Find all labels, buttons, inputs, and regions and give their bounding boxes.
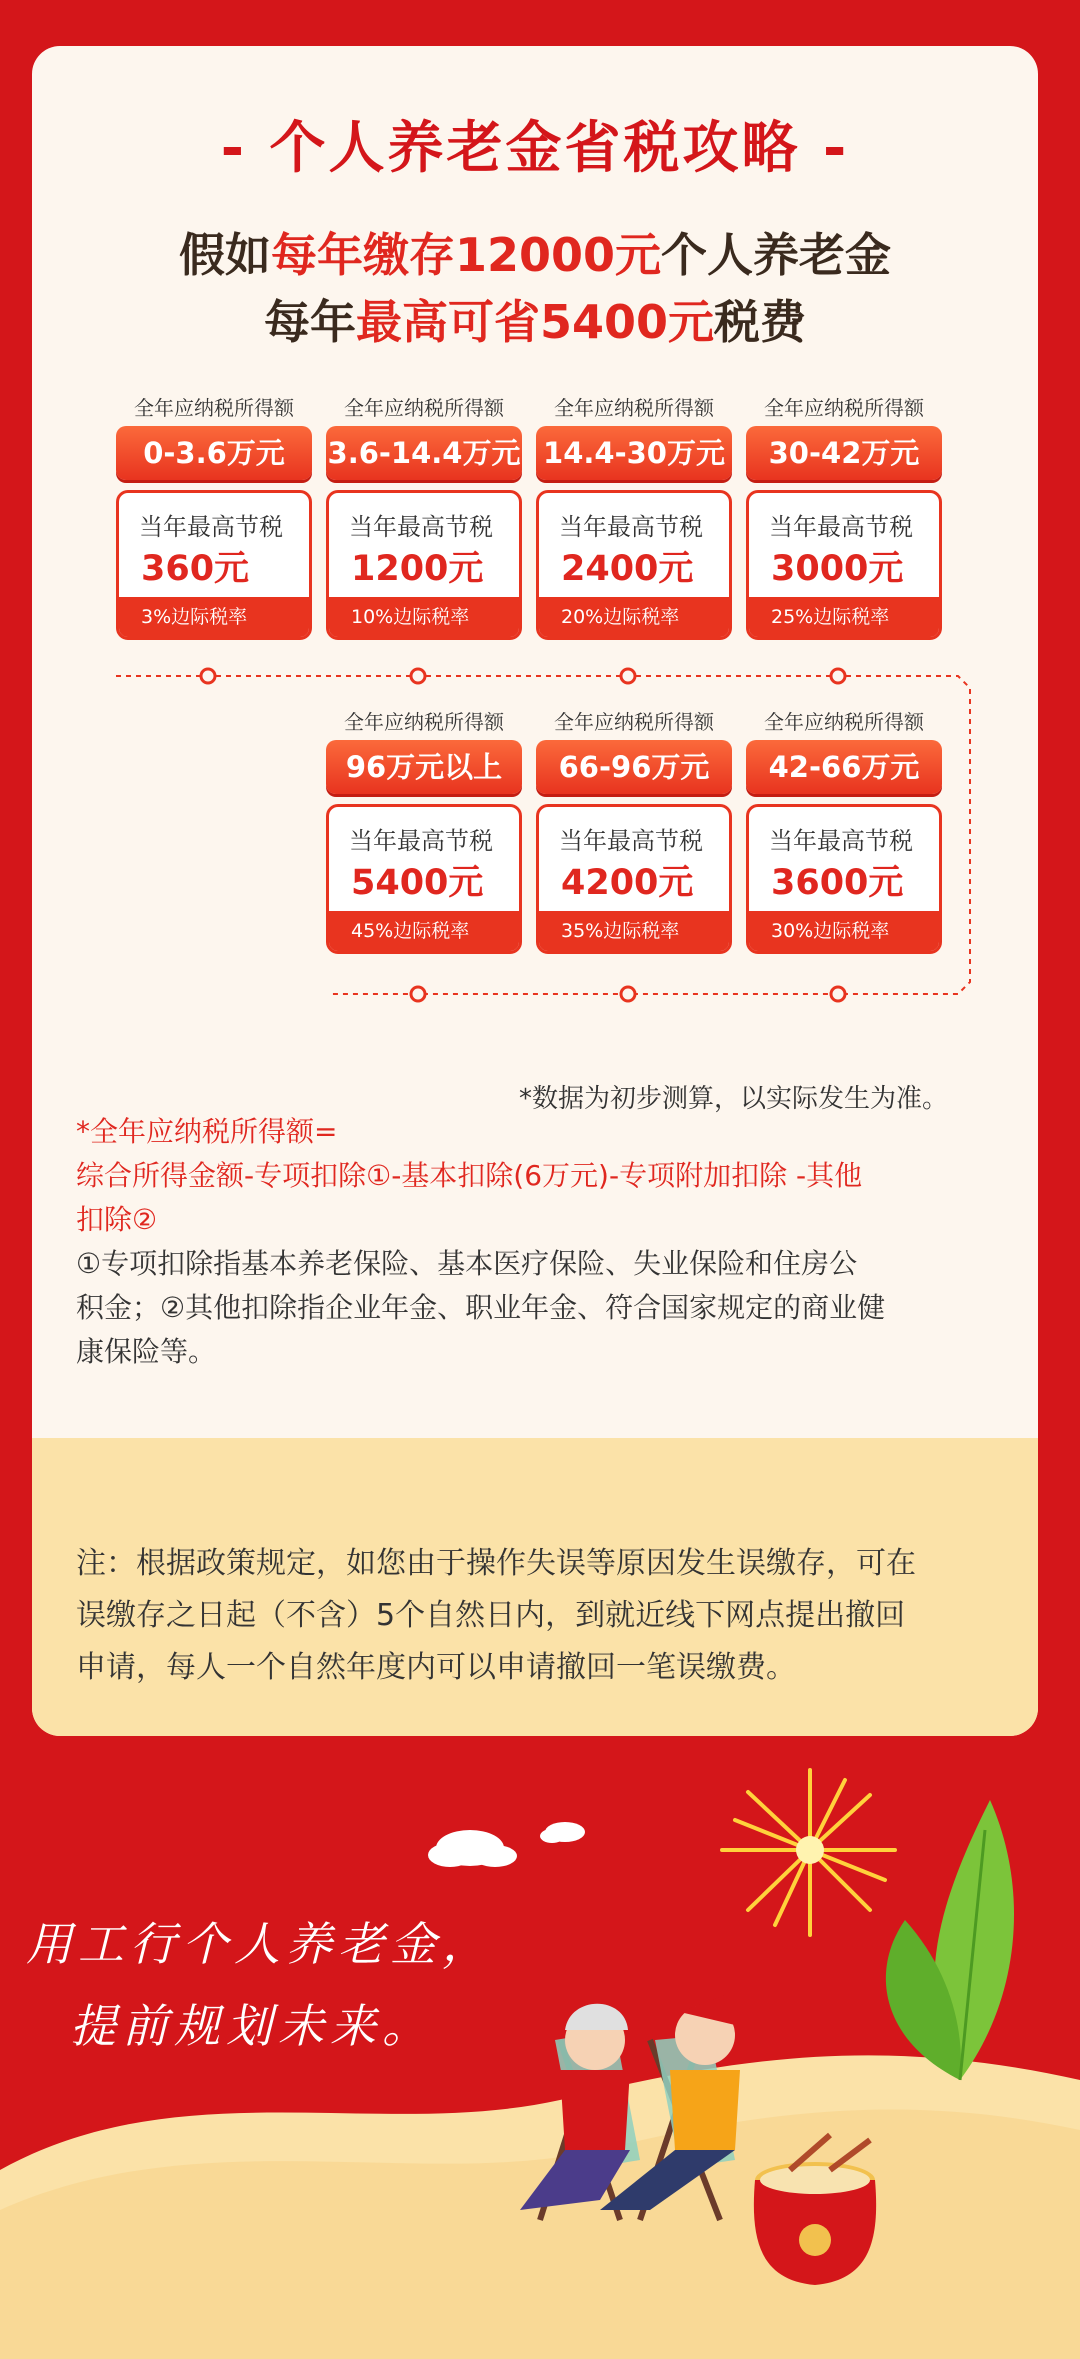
tier-saving-box	[326, 804, 522, 954]
headline-text: 假如	[178, 228, 271, 282]
content-card	[32, 46, 1038, 1736]
tier-rate: 25%边际税率	[749, 597, 939, 637]
tier-saving-box	[746, 804, 942, 954]
policy-note	[76, 1538, 996, 1694]
definition-explain-line-1: ①专项扣除指基本养老保险、基本医疗保险、失业保险和住房公	[76, 1247, 858, 1280]
tier-saving-label: 当年最高节税	[349, 827, 493, 855]
definition-explain-line-3: 康保险等。	[76, 1335, 217, 1368]
tier-saving-amount: 1200元	[351, 549, 484, 589]
slogan-line-1: 用工行个人养老金，	[26, 1917, 494, 1971]
tax-tier-card	[746, 394, 942, 640]
tax-tier-card	[536, 394, 732, 640]
tax-tier-card	[326, 394, 522, 640]
definition-formula-line-2: 扣除②	[76, 1203, 158, 1236]
headline-highlight: 最高可省5400元	[355, 295, 715, 349]
tier-saving-box	[536, 804, 732, 954]
slogan-line-2: 提前规划未来。	[70, 1999, 434, 2053]
tier-rate: 30%边际税率	[749, 911, 939, 951]
tier-saving-box	[116, 490, 312, 640]
tier-caption: 全年应纳税所得额	[554, 710, 714, 734]
tier-rate: 10%边际税率	[329, 597, 519, 637]
tier-caption: 全年应纳税所得额	[344, 710, 504, 734]
tier-saving-amount: 360元	[141, 549, 250, 589]
page-title: - 个人养老金省税攻略 -	[220, 116, 850, 181]
tier-saving-label: 当年最高节税	[769, 513, 913, 541]
tier-saving-amount: 5400元	[351, 863, 484, 903]
tier-saving-label: 当年最高节税	[559, 513, 703, 541]
tax-tier-card	[746, 708, 942, 954]
tier-saving-label: 当年最高节税	[349, 513, 493, 541]
tier-range-badge: 0-3.6万元	[116, 426, 312, 480]
tier-saving-amount: 3600元	[771, 863, 904, 903]
tier-saving-label: 当年最高节税	[559, 827, 703, 855]
tier-caption: 全年应纳税所得额	[554, 396, 714, 420]
tax-tier-card	[116, 394, 312, 640]
tier-rate: 45%边际税率	[329, 911, 519, 951]
tier-saving-box	[536, 490, 732, 640]
tier-caption: 全年应纳税所得额	[764, 710, 924, 734]
policy-note-line: 误缴存之日起（不含）5个自然日内，到就近线下网点提出撤回	[76, 1598, 906, 1633]
tier-caption: 全年应纳税所得额	[344, 396, 504, 420]
tier-range-badge: 3.6-14.4万元	[326, 426, 522, 480]
tier-range-badge: 96万元以上	[326, 740, 522, 794]
tier-rate: 3%边际税率	[119, 597, 309, 637]
tier-range-badge: 66-96万元	[536, 740, 732, 794]
definition-explain-line-2: 积金；②其他扣除指企业年金、职业年金、符合国家规定的商业健	[76, 1291, 886, 1324]
tier-saving-box	[326, 490, 522, 640]
tier-range-badge: 14.4-30万元	[536, 426, 732, 480]
tax-tier-card	[326, 708, 522, 954]
policy-note-line: 申请，每人一个自然年度内可以申请撤回一笔误缴费。	[76, 1650, 796, 1685]
tier-rate: 35%边际税率	[539, 911, 729, 951]
tier-range-badge: 30-42万元	[746, 426, 942, 480]
headline-text: 每年	[263, 295, 356, 349]
tier-caption: 全年应纳税所得额	[764, 396, 924, 420]
tier-saving-box	[746, 490, 942, 640]
headline-highlight: 每年缴存12000元	[270, 228, 662, 282]
tier-range-badge: 42-66万元	[746, 740, 942, 794]
tier-rate: 20%边际税率	[539, 597, 729, 637]
tier-saving-amount: 3000元	[771, 549, 904, 589]
definition-title: *全年应纳税所得额=	[76, 1115, 338, 1148]
tax-tier-card	[536, 708, 732, 954]
headline-text: 税费	[714, 295, 807, 349]
tier-saving-amount: 2400元	[561, 549, 694, 589]
headline-text: 个人养老金	[661, 228, 892, 282]
tier-saving-label: 当年最高节税	[769, 827, 913, 855]
definition-formula-line-1: 综合所得金额-专项扣除①-基本扣除(6万元)-专项附加扣除 -其他	[76, 1159, 863, 1192]
disclaimer-text: *数据为初步测算，以实际发生为准。	[518, 1084, 948, 1114]
policy-note-line: 注：根据政策规定，如您由于操作失误等原因发生误缴存，可在	[76, 1546, 916, 1581]
tier-saving-amount: 4200元	[561, 863, 694, 903]
tier-saving-label: 当年最高节税	[139, 513, 283, 541]
tier-caption: 全年应纳税所得额	[134, 396, 294, 420]
